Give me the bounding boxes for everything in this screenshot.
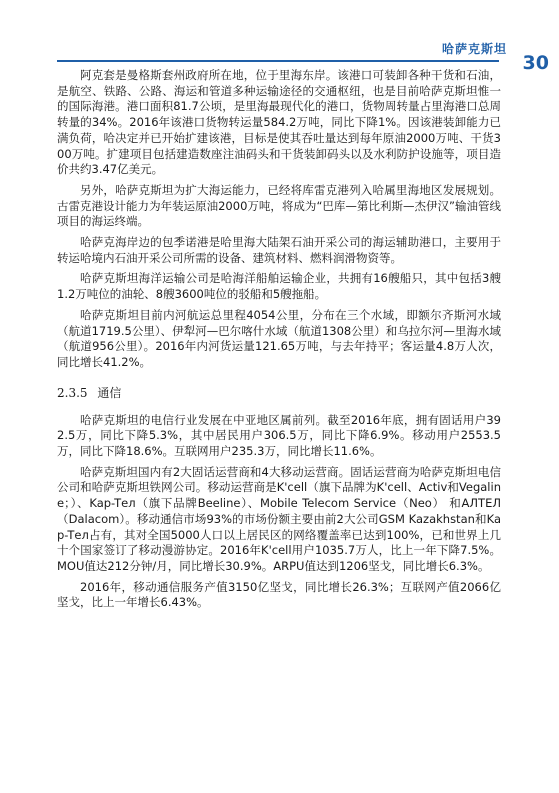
running-header-title: 哈萨克斯坦 [441,42,507,56]
paragraph-kuryk-port: 另外，哈萨克斯坦为扩大海运能力，已经将库雷克港列入哈属里海地区发展规划。古雷克港设计能力为年装运原油2000万吨，将成为“巴库—第比利斯—杰伊汉”输油管线项目的海运终端。 [57,182,501,229]
page-number: 30 [522,52,549,74]
section-title: 通信 [97,385,122,400]
paragraph-telecom-overview: 哈萨克斯坦的电信行业发展在中亚地区属前列。截至2016年底，拥有固话用户392.5万，同比下降5.3%，其中居民用户306.5万，同比下降6.9%。移动用户2553.5万，同比下降18.6%。互联网用户235.3万，同比增长11.6%。 [57,412,501,459]
page-body [57,68,501,616]
section-heading [57,385,501,401]
paragraph-shipping-company: 哈萨克斯坦海洋运输公司是哈海洋船舶运输企业，共拥有16艘船只，其中包括3艘1.2万吨位的油轮、8艘3600吨位的驳船和5艘拖船。 [57,271,501,302]
header-rule [57,60,499,62]
section-number: 2.3.5 [57,385,88,400]
paragraph-bautino-port: 哈萨克海岸边的包季诺港是哈里海大陆架石油开采公司的海运辅助港口，主要用于转运哈境内石油开采公司所需的设备、建筑材料、燃料润滑物资等。 [57,235,501,265]
paragraph-aktau-port: 阿克套是曼格斯套州政府所在地，位于里海东岸。该港口可装卸各种干货和石油，是航空、铁路、公路、海运和管道多种运输途径的交通枢纽，也是目前哈萨克斯坦惟一的国际海港。港口面积81.7公顷，是里海最现代化的港口，货物周转量占里海港口总周转量的34%。2016年该港口货物转运量584.2万吨，同比下降1%。因该港装卸能力已满负荷，哈决定并已开始扩建该港，目标是使其吞吐量达到每年原油2000万吨、干货300万吨。扩建项目包括建造数座注油码头和干货装卸码头以及水利防护设施等，项目造价共约3.47亿美元。 [57,68,501,177]
paragraph-telecom-revenue: 2016年，移动通信服务产值3150亿坚戈，同比增长26.3%；互联网产值2066亿坚戈，比上一年增长6.43%。 [57,579,501,610]
paragraph-telecom-operators: 哈萨克斯坦国内有2大固话运营商和4大移动运营商。固话运营商为哈萨克斯坦电信公司和哈萨克斯坦铁网公司。移动运营商是K'cell（旗下品牌为K'cell、Activ和Vegaline；）、Kap-Tел（旗下品牌Beeline）、Mobile Telecom Service（Neo） 和АЛТЕЛ（Dalacom）。移动通信市场93%的市场份额主要由前2大公司GSM Kazakhstan和Kap-Tел占有，其对全国5000人口以上居民区的网络覆盖率已达到100%，已和世界上几十个国家签订了移动漫游协定。2016年K'cell用户1035.7万人，比上一年下降7.5%。MOU值达212分钟/月，同比增长30.9%。ARPU值达到1206坚戈，同比增长6.3%。 [57,464,501,573]
paragraph-inland-waterways: 哈萨克斯坦目前内河航运总里程4054公里，分布在三个水域，即额尔齐斯河水域（航道1719.5公里）、伊犁河—巴尔喀什水域（航道1308公里）和乌拉尔河—里海水域（航道956公里）。2016年内河货运量121.65万吨，与去年持平；客运量4.8万人次，同比增长41.2%。 [57,307,501,369]
